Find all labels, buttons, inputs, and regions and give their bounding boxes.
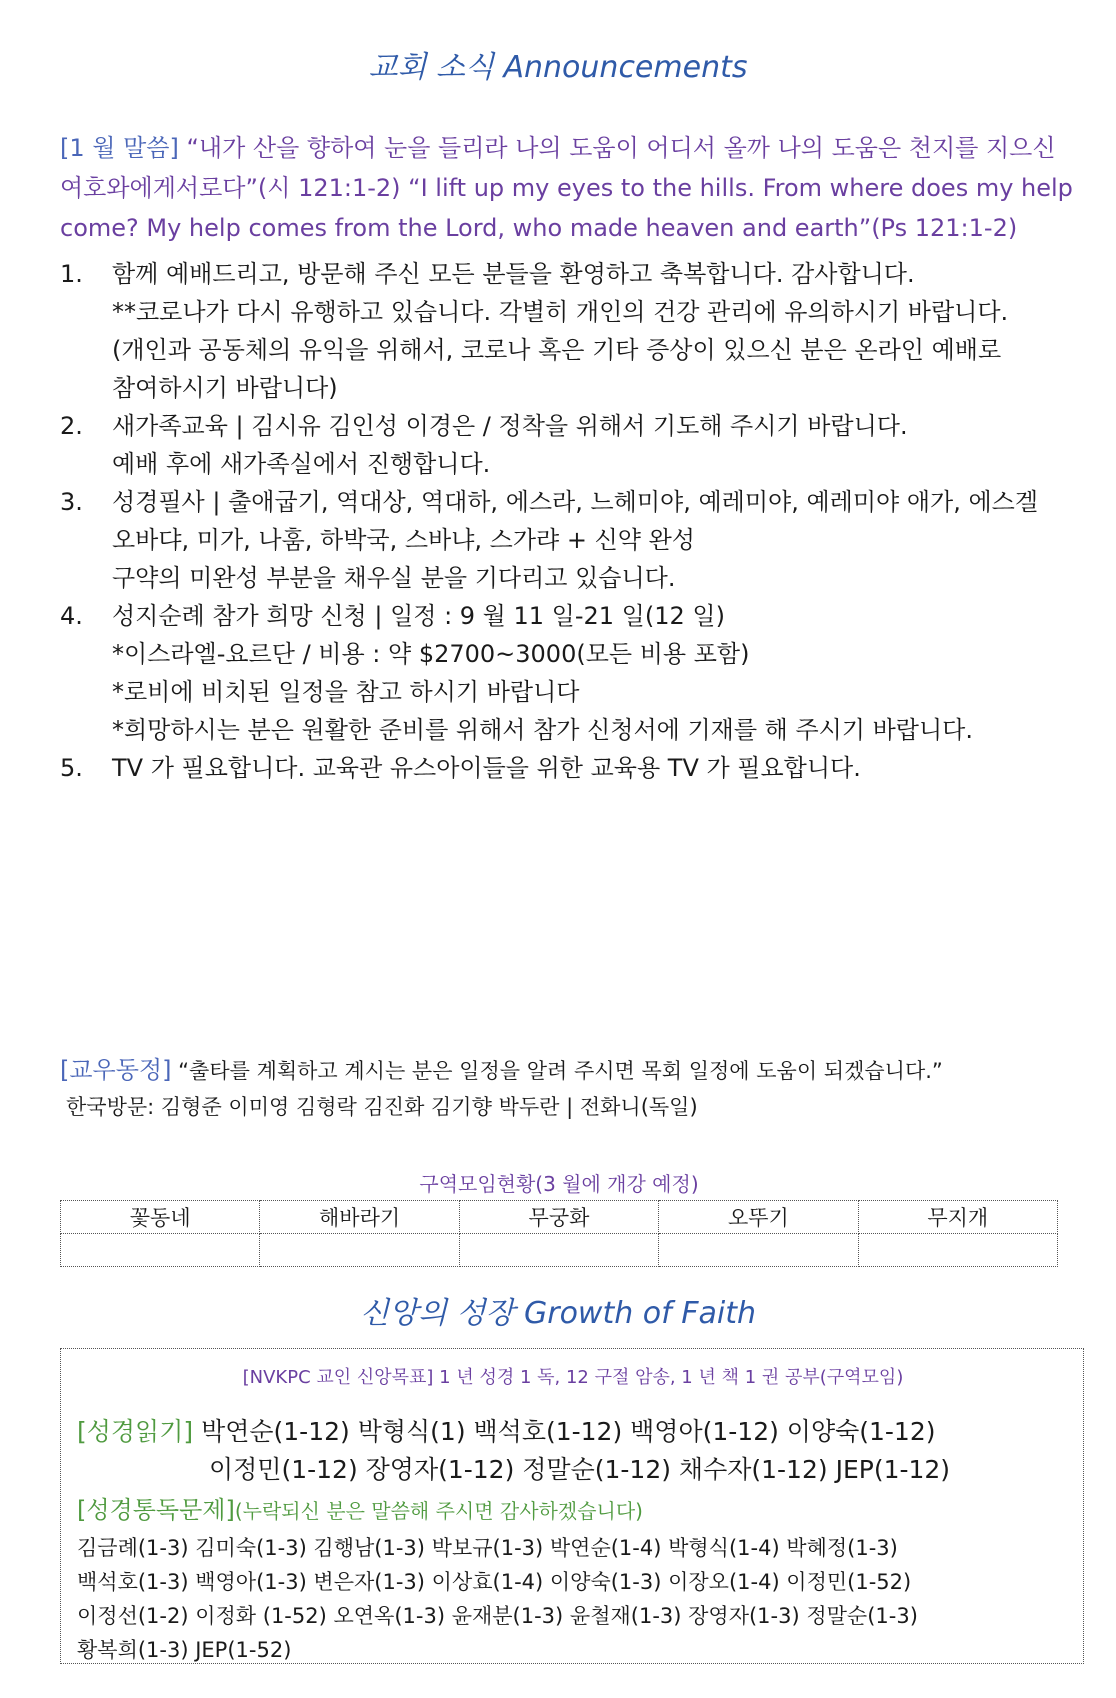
announcement-list <box>60 255 1080 787</box>
list-item-line: 함께 예배드리고, 방문해 주신 모든 분들을 환영하고 축복합니다. 감사합니다. <box>112 260 915 288</box>
announcements-title: 교회 소식 Announcements <box>368 50 748 85</box>
list-item-line: 성경필사 | 출애굽기, 역대상, 역대하, 에스라, 느헤미야, 예레미야, 예레미야 애가, 에스겔 <box>112 488 1039 516</box>
list-item-line: (개인과 공동체의 유익을 위해서, 코로나 혹은 기타 증상이 있으신 분은 온라인 예배로 <box>112 336 1002 364</box>
faith-box <box>60 1348 1084 1664</box>
list-item-number: 2. <box>60 412 83 440</box>
list-item: 백석호(1-3) 백영아(1-3) 변은자(1-3) 이상효(1-4) 이양숙(1-3) 이장오(1-4) 이정민(1-52) <box>77 1570 912 1594</box>
bible-tongdok-tag: [성경통독문제] <box>77 1496 235 1524</box>
list-item-line: 예배 후에 새가족실에서 진행합니다. <box>112 450 491 478</box>
list-item-line: *로비에 비치된 일정을 참고 하시기 바랍니다 <box>112 678 580 706</box>
list-item-line: 오바댜, 미가, 나훔, 하박국, 스바냐, 스가랴 + 신약 완성 <box>112 526 695 554</box>
list-item <box>60 255 1080 407</box>
list-item-number: 1. <box>60 260 83 288</box>
list-item-number: 4. <box>60 602 83 630</box>
bible-tongdok-note: (누락되신 분은 말씀해 주시면 감사하겠습니다) <box>234 1499 643 1523</box>
bible-reading-row: 박연순(1-12) 박형식(1) 백석호(1-12) 백영아(1-12) 이양숙(1-12) <box>201 1417 936 1446</box>
list-item-number: 5. <box>60 754 83 782</box>
faith-title: 신앙의 성장 Growth of Faith <box>360 1296 756 1331</box>
table-row <box>61 1201 1058 1234</box>
bible-tongdok-heading <box>77 1493 643 1528</box>
cell-groups-table <box>60 1200 1058 1267</box>
list-item <box>60 407 1080 483</box>
list-item-line: 성지순례 참가 희망 신청 | 일정 : 9 월 11 일-21 일(12 일) <box>112 602 725 630</box>
cell-group-header: 무궁화 <box>459 1201 658 1234</box>
monthly-verse <box>60 128 1080 248</box>
list-item: 김금례(1-3) 김미숙(1-3) 김행남(1-3) 박보규(1-3) 박연순(1-4) 박형식(1-4) 박혜정(1-3) <box>77 1536 898 1560</box>
cell-group-value <box>61 1234 260 1267</box>
bible-reading-tag: [성경읽기] <box>77 1417 194 1446</box>
cell-group-value <box>459 1234 658 1267</box>
list-item <box>60 483 1080 597</box>
verse-text: “내가 산을 향하여 눈을 들리라 나의 도움이 어디서 올까 나의 도움은 천지를 지으신 여호와에게서로다”(시 121:1-2) “I lift up my eyes to the hills. From where does my help come? My help comes from the Lord, who made heaven and earth”(Ps 121:1-2) <box>60 134 1073 242</box>
list-item: 이정선(1-2) 이정화 (1-52) 오연옥(1-3) 윤재분(1-3) 윤철재(1-3) 장영자(1-3) 정말순(1-3) <box>77 1604 918 1628</box>
member-news-tag: [교우동정] <box>60 1056 172 1084</box>
cell-group-value <box>659 1234 858 1267</box>
list-item-line: **코로나가 다시 유행하고 있습니다. 각별히 개인의 건강 관리에 유의하시기 바랍니다. <box>112 298 1009 326</box>
cell-group-value <box>260 1234 459 1267</box>
cell-groups-caption: 구역모임현황(3 월에 개강 예정) <box>419 1172 699 1196</box>
cell-group-header: 꽃동네 <box>61 1201 260 1234</box>
bible-reading <box>77 1413 950 1489</box>
verse-reference-tag: [1 월 말씀] <box>60 134 179 162</box>
cell-group-header: 해바라기 <box>260 1201 459 1234</box>
list-item <box>60 597 1080 749</box>
list-item: 황복희(1-3) JEP(1-52) <box>77 1638 292 1662</box>
member-news-text: “출타를 계획하고 계시는 분은 일정을 알려 주시면 목회 일정에 도움이 되겠습니다.” <box>178 1059 943 1083</box>
cell-group-header: 무지개 <box>858 1201 1057 1234</box>
member-news <box>60 1052 1080 1125</box>
list-item <box>60 749 1080 787</box>
faith-goal: [NVKPC 교인 신앙목표] 1 년 성경 1 독, 12 구절 암송, 1 년 책 1 권 공부(구역모임) <box>242 1367 904 1388</box>
list-item-line: 참여하시기 바랍니다) <box>112 374 338 402</box>
bible-reading-row: 이정민(1-12) 장영자(1-12) 정말순(1-12) 채수자(1-12) JEP(1-12) <box>209 1455 951 1484</box>
list-item-line: 구약의 미완성 부분을 채우실 분을 기다리고 있습니다. <box>112 564 676 592</box>
table-row <box>61 1234 1058 1267</box>
list-item-line: *이스라엘-요르단 / 비용 : 약 $2700~3000(모든 비용 포함) <box>112 640 750 668</box>
cell-group-value <box>858 1234 1057 1267</box>
list-item-line: TV 가 필요합니다. 교육관 유스아이들을 위한 교육용 TV 가 필요합니다. <box>112 754 861 782</box>
member-news-visits: 한국방문: 김형준 이미영 김형락 김진화 김기향 박두란 | 전화니(독일) <box>66 1095 698 1119</box>
list-item-line: 새가족교육 | 김시유 김인성 이경은 / 정착을 위해서 기도해 주시기 바랍니다. <box>112 412 908 440</box>
cell-group-header: 오뚜기 <box>659 1201 858 1234</box>
list-item-line: *희망하시는 분은 원활한 준비를 위해서 참가 신청서에 기재를 해 주시기 바랍니다. <box>112 716 973 744</box>
list-item-number: 3. <box>60 488 83 516</box>
bible-tongdok-names <box>77 1531 918 1667</box>
